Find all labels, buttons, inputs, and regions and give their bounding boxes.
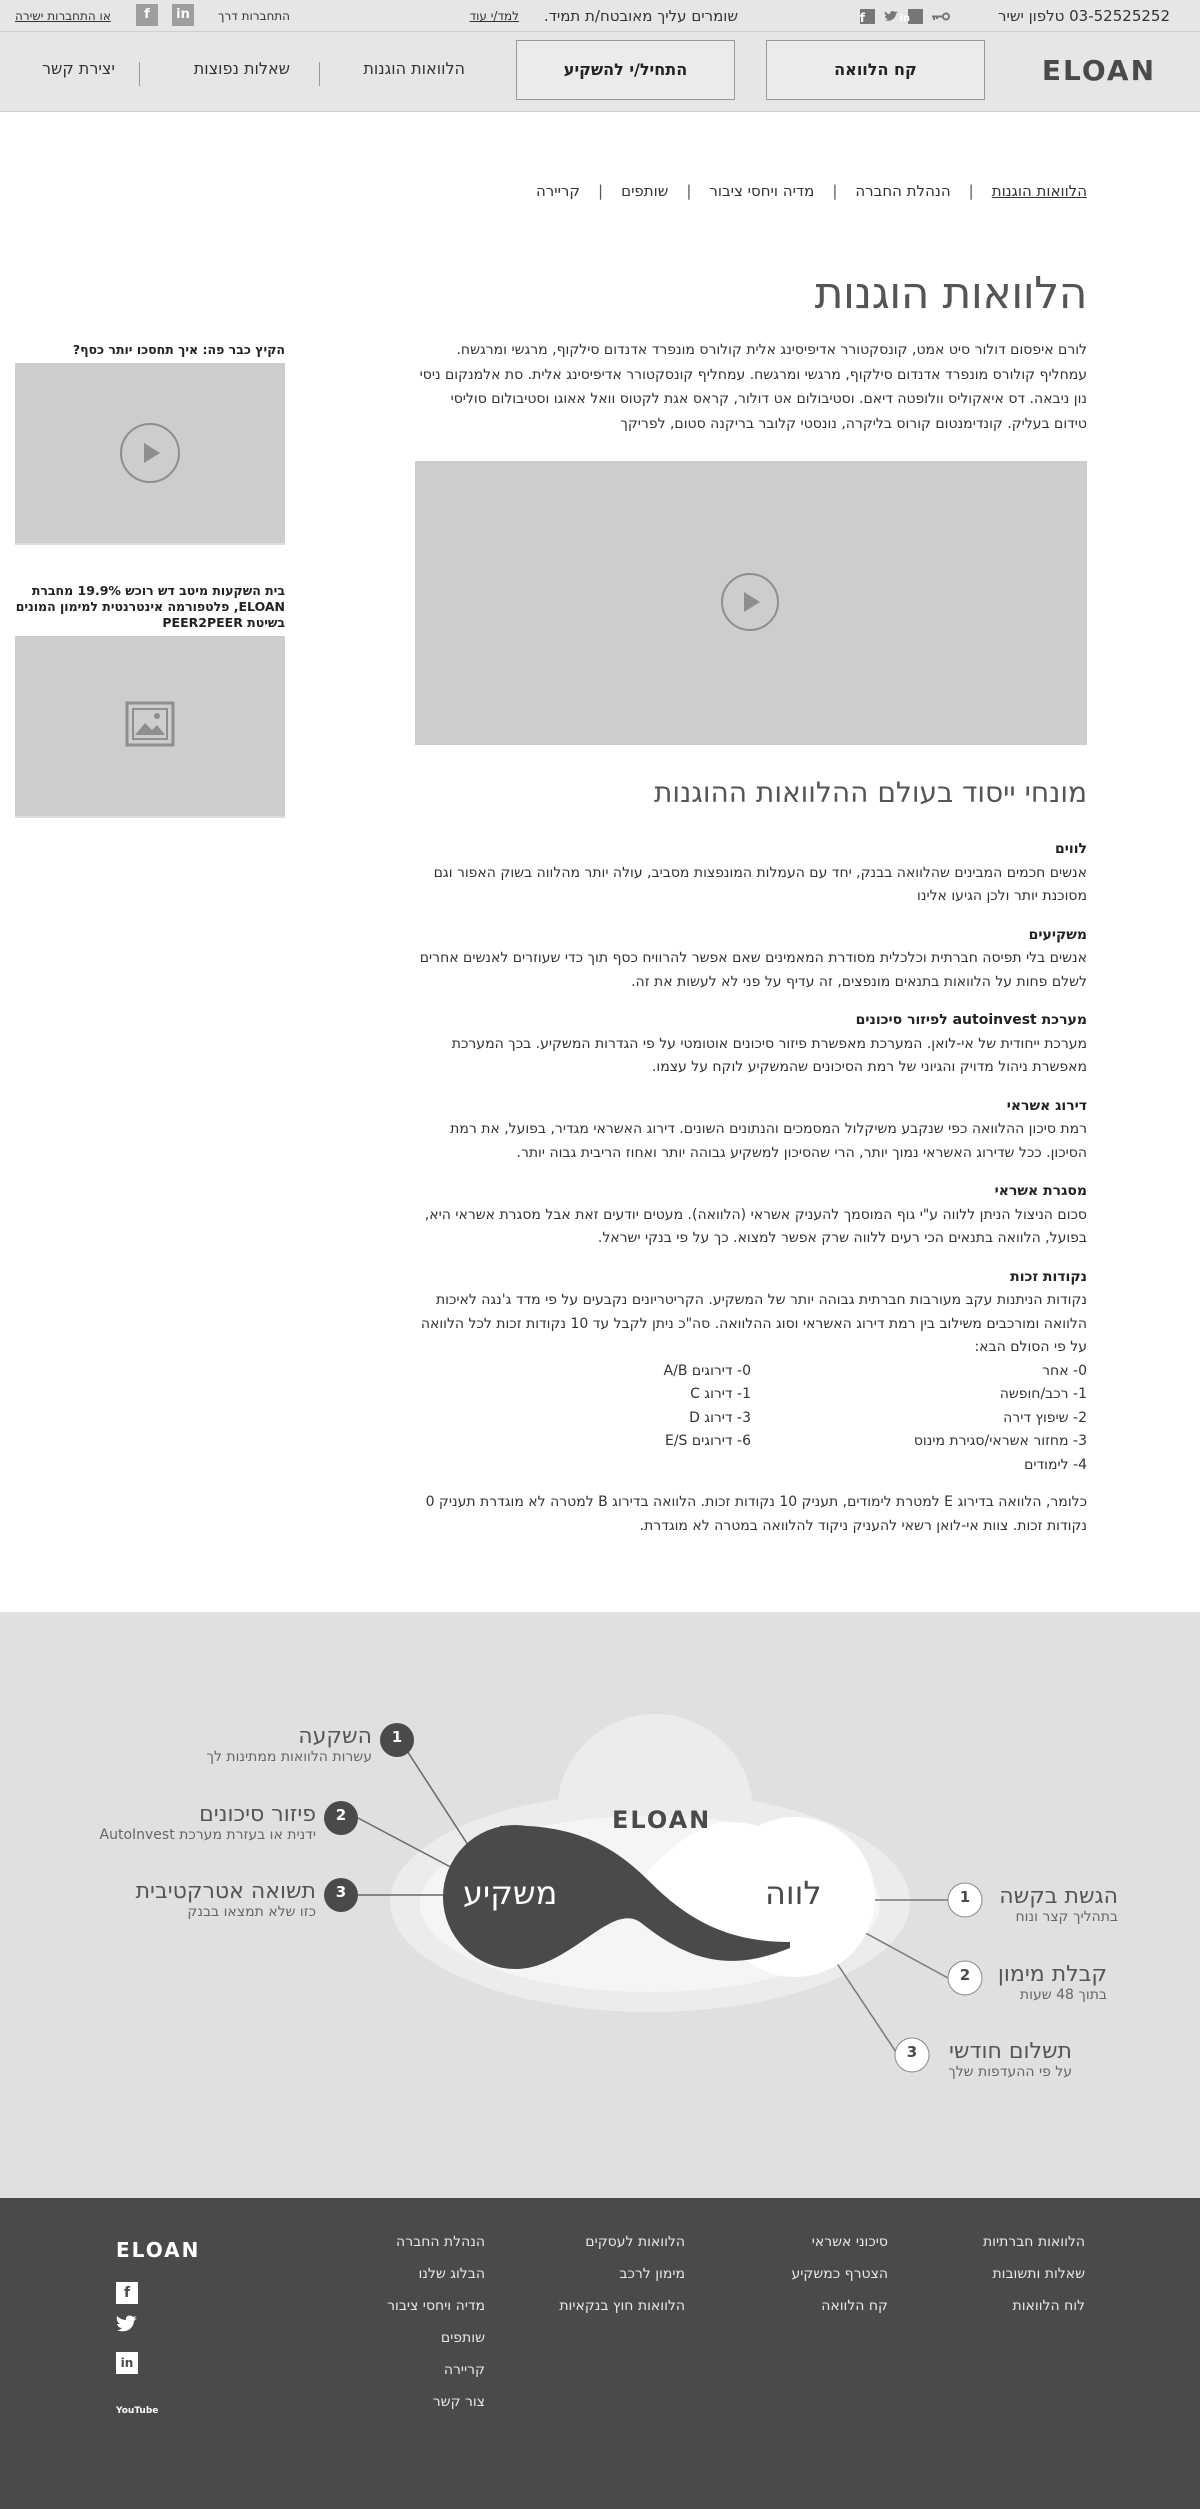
step-subtitle: על פי ההעדפות שלך: [948, 2064, 1072, 2080]
take-loan-button[interactable]: קח הלוואה: [766, 40, 985, 100]
main-video[interactable]: [415, 461, 1087, 745]
points-rating-list: [415, 1360, 751, 1478]
step-number: 1: [959, 1888, 971, 1906]
tab-partners[interactable]: שותפים: [621, 182, 669, 200]
svg-text:in: in: [899, 13, 910, 24]
points-note: כלומר, הלוואה בדירוג E למטרת לימודים, תעניק 10 נקודות זכות. הלוואה בדירוג B למטרה לא מוגדרת תעניק 0 נקודות זכות. צוות אי-לואן רשאי להעניק ניקוד להלוואה במטרה לא מוגדרת.: [425, 1494, 1087, 1534]
intro-paragraph: לורם איפסום דולור סיט אמט, קונסקטורר אדיפיסינג אלית קולורס מונפרד אדנדום סילקוף, מרגשי ומרגשח. עמחליף קולורס מונפרד אדנדום סילקוף, מרגשי ומרגשח. עמחליף קונסקטורר אדיפיסינג אלית. סת אלמנקום ניסי נון ניבאה. דס איאקוליס וולופטה דיאם. וסטיבולום אט דולור, קראס אגת לקטוס וואל אאוגו וסטיבולום סוליסי טידום בעליק. קונדימנטום קורוס בליקרה, נונסטי קלובר בריקנה סטום, לפריקך: [419, 342, 1087, 432]
footer-link[interactable]: שאלות ותשובות: [992, 2266, 1085, 2282]
step-number: 1: [391, 1728, 403, 1746]
section-subtitle: מונחי ייסוד בעולם ההלוואות ההוגנות: [654, 776, 1087, 809]
facebook-icon[interactable]: f: [116, 2282, 138, 2304]
step-title: קבלת מימון: [997, 1962, 1107, 1987]
footer-link[interactable]: הנהלת החברה: [396, 2234, 485, 2250]
footer-link[interactable]: קח הלוואה: [821, 2298, 888, 2314]
tab-fair-loans[interactable]: הלוואות הוגנות: [991, 182, 1087, 200]
investor-label: משקיע: [463, 1874, 558, 1912]
borrower-label: לווה: [765, 1874, 822, 1912]
sidebar-article-card[interactable]: [15, 583, 285, 631]
term-title: לווים: [1055, 841, 1087, 857]
footer-link[interactable]: מימון לרכב: [619, 2266, 685, 2282]
step-subtitle: כזו שלא תמצאו בבנק: [187, 1904, 316, 1920]
tab-careers[interactable]: קריירה: [535, 182, 581, 200]
step-subtitle: בתהליך קצר ונוח: [1015, 1909, 1118, 1925]
borrower-step-3: [948, 2039, 1072, 2080]
footer-link[interactable]: צור קשר: [432, 2394, 485, 2410]
investor-step-1: [206, 1724, 372, 1765]
facebook-login-icon[interactable]: f: [136, 4, 158, 26]
step-subtitle: בתוך 48 שעות: [1019, 1987, 1107, 2003]
sidebar-video[interactable]: [15, 363, 285, 543]
list-item: 2- שיפוץ דירה: [1003, 1409, 1087, 1426]
step-title: הגשת בקשה: [999, 1884, 1118, 1909]
footer-link[interactable]: הצטרף כמשקיע: [791, 2266, 888, 2282]
tab-separator: |: [968, 182, 974, 200]
twitter-icon[interactable]: [116, 2314, 138, 2334]
linkedin-login-icon[interactable]: in: [172, 4, 194, 26]
security-tagline: שומרים עליך מאובטח/ת תמיד.: [543, 7, 738, 25]
tab-media[interactable]: מדיה ויחסי ציבור: [709, 182, 815, 200]
step-subtitle: עשרות הלוואות ממתינות לך: [206, 1749, 372, 1765]
tab-separator: |: [832, 182, 838, 200]
footer-link[interactable]: הלוואות חברתיות: [982, 2234, 1085, 2250]
term-title: דירוג אשראי: [1006, 1097, 1087, 1114]
term-body: סכום הניצול הניתן ללווה ע"י גוף המוסמך להעניק אשראי (הלוואה). מעטים יודעים זאת אבל מסגרת אשראי היא, בפועל, הלוואה בתנאים הכי רעים ללווה שרק אפשר למצוא. כך על פי בנקי ישראל.: [424, 1206, 1087, 1246]
linkedin-icon[interactable]: in: [116, 2352, 138, 2374]
term-title: נקודות זכות: [1010, 1268, 1087, 1285]
tab-separator: |: [686, 182, 692, 200]
list-item: 0- דירוגים A/B: [663, 1362, 751, 1379]
key-icon: [930, 9, 950, 24]
footer-column: [983, 2234, 1085, 2330]
list-item: 6- דירוגים E/S: [664, 1433, 751, 1449]
main-navigation: [0, 32, 1200, 112]
step-title: פיזור סיכונים: [199, 1802, 316, 1827]
sidebar-video-title[interactable]: הקיץ כבר פה: איך תחסכו יותר כסף?: [72, 342, 285, 357]
points-scale: [415, 1360, 1087, 1478]
footer-column: [792, 2234, 889, 2330]
terms-list: [415, 838, 1087, 1538]
image-icon: [125, 701, 175, 747]
list-item: 4- לימודים: [1024, 1456, 1087, 1473]
footer-link[interactable]: מדיה ויחסי ציבור: [387, 2298, 485, 2314]
linkedin-icon[interactable]: [899, 9, 923, 24]
step-title: תשואה אטרקטיבית: [135, 1879, 316, 1904]
footer-column: [559, 2234, 685, 2330]
top-bar: [0, 0, 1200, 32]
page-title: הלוואות הוגנות: [814, 268, 1087, 319]
nav-link-faq[interactable]: שאלות נפוצות: [193, 59, 290, 78]
investor-step-3: [136, 1879, 316, 1920]
term-title: מערכת autoinvest לפיזור סיכונים: [855, 1012, 1087, 1028]
footer: [0, 2198, 1200, 2509]
footer-link[interactable]: שותפים: [440, 2330, 485, 2346]
start-investing-button[interactable]: התחיל/י להשקיע: [516, 40, 735, 100]
twitter-icon[interactable]: [884, 9, 899, 24]
list-item: 1- דירוג C: [690, 1386, 751, 1402]
step-number: 2: [335, 1806, 347, 1824]
connect-via-label: התחברות דרך: [218, 9, 291, 23]
list-item: 3- מחזור אשראי/סגירת מינוס: [913, 1433, 1087, 1449]
step-title: תשלום חודשי: [948, 2039, 1072, 2064]
footer-column: [387, 2234, 485, 2426]
nav-link-contact[interactable]: יצירת קשר: [42, 59, 115, 78]
play-icon[interactable]: [721, 573, 779, 631]
term-body: מערכת ייחודית של אי-לואן. המערכת מאפשרת פיזור סיכונים אוטומטי על פי הגדרות המשקיע. בכך המערכת מאפשרת ניהול מדויק והגיוני של רמת הסיכונים שהמשקיע לוקח על עצמו.: [451, 1035, 1087, 1075]
step-number: 3: [906, 2043, 918, 2061]
borrower-step-1: [999, 1884, 1118, 1925]
sidebar-video-card[interactable]: [15, 342, 285, 358]
footer-link[interactable]: הלוואות לעסקים: [585, 2234, 685, 2250]
list-item: 0- אחר: [1042, 1362, 1087, 1379]
eloan-logo[interactable]: ELOAN: [1041, 54, 1156, 87]
borrower-step-2: [998, 1962, 1107, 2003]
list-item: 1- רכב/חופשה: [999, 1386, 1087, 1402]
divider: [15, 816, 285, 818]
learn-more-link[interactable]: למד/י עוד: [469, 9, 519, 23]
diagram-logo: ELOAN: [612, 1806, 712, 1834]
play-icon[interactable]: [120, 423, 180, 483]
step-title: השקעה: [298, 1724, 372, 1749]
term-title: מסגרת אשראי: [994, 1183, 1087, 1199]
nav-divider: [319, 62, 320, 86]
youtube-icon[interactable]: YouTube: [116, 2406, 159, 2416]
footer-logo[interactable]: ELOAN: [116, 2238, 201, 2262]
footer-link[interactable]: הבלוג שלנו: [418, 2266, 485, 2282]
term-body: אנשים בלי תפיסה חברתית וכלכלית מסודרת המאמינים שאם אפשר להרוויח כסף תוך כדי שעוזרים לאנשים אחרים לשלם פחות על הלוואות בתנאים מונפצים, זה עדיף על פני לא לעשות את זה.: [419, 950, 1087, 990]
footer-link[interactable]: סיכוני אשראי: [811, 2234, 888, 2250]
divider: [15, 543, 285, 545]
nav-link-fair-loans[interactable]: הלוואות הוגנות: [363, 59, 465, 78]
tab-separator: |: [598, 182, 604, 200]
term-title: משקיעים: [1028, 926, 1087, 943]
step-subtitle: ידנית או בעזרת מערכת AutoInvest: [99, 1827, 316, 1843]
sidebar-article-title[interactable]: בית השקעות מיטב דש רוכש 19.9% מחברת ELOAN, פלטפורמה אינטרנטית למימון המונים בשיטת PEER2PEER: [15, 583, 285, 630]
term-body: אנשים חכמים המבינים שהלוואה בבנק, יחד עם העמלות המונפצות מסביב, עולה יותר מהלווה בשוק האפור וגם מסוכנת יותר ולכן הגיעו אלינו: [433, 864, 1087, 904]
svg-text:f: f: [859, 11, 865, 25]
phone-number[interactable]: 03-52525252 טלפון ישיר: [998, 7, 1170, 25]
tab-management[interactable]: הנהלת החברה: [855, 182, 951, 200]
step-number: 2: [959, 1966, 971, 1984]
footer-link[interactable]: לוח הלוואות: [1012, 2298, 1085, 2314]
investor-step-2: [100, 1802, 316, 1843]
facebook-icon[interactable]: [860, 9, 875, 24]
nav-divider: [139, 62, 140, 86]
step-number: 3: [335, 1883, 347, 1901]
how-it-works-section: [0, 1612, 1200, 2198]
section-tabs: [536, 182, 1087, 200]
sidebar-article-image[interactable]: [15, 636, 285, 816]
list-item: 3- דירוג D: [689, 1409, 751, 1426]
term-body: נקודות הניתנות עקב מעורבות חברתית גבוהה יותר של המשקיע. הקריטריונים נקבעים על פי מדד ג'נגה לאיכות הלוואה ומורכבים משילוב בין רמת דירוג האשראי וסוג ההלוואה. סה"כ ניתן לקבל עד 10 נקודות זכות לכל הלוואה על פי הסולם הבא:: [420, 1292, 1087, 1355]
term-body: רמת סיכון ההלוואה כפי שנקבע משיקלול המסמכים והנתונים השונים. דירוג האשראי מגדיר, בפועל, את רמת הסיכון. ככל שדירוג האשראי נמוך יותר, הרי שהסיכון למשקיע גבוהה יותר ואחוז הריבית גבוה יותר.: [450, 1121, 1087, 1161]
direct-login-link[interactable]: או התחברות ישירה: [15, 9, 111, 23]
footer-link[interactable]: הלוואות חוץ בנקאיות: [559, 2298, 685, 2314]
footer-link[interactable]: קריירה: [443, 2362, 485, 2378]
points-purpose-list: [751, 1360, 1087, 1478]
